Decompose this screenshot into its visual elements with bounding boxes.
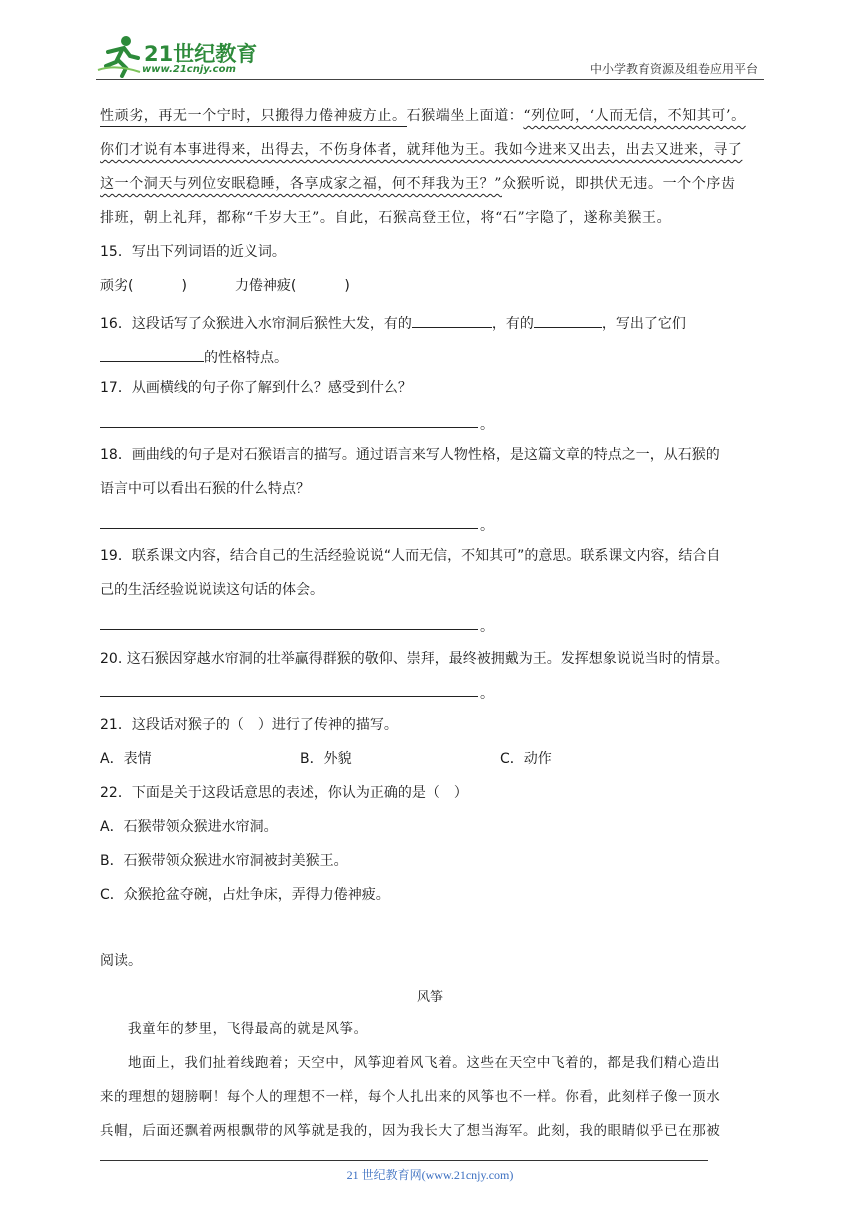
q17-answer-line[interactable] — [100, 427, 478, 428]
q20-answer-line[interactable] — [100, 696, 478, 697]
q15-item-a: 顽劣( — [100, 278, 134, 294]
q16-blank-2[interactable] — [534, 311, 602, 328]
wavy-underlined-speech: 这一个洞天与列位安眠稳睡，各享成家之福，何不拜我为王？” — [100, 176, 502, 192]
q21-option-a[interactable]: A．表情 — [100, 751, 152, 767]
question-17: 17．从画横线的句子你了解到什么？感受到什么？ — [100, 380, 412, 396]
question-18-line-1: 18．画曲线的句子是对石猴语言的描写。通过语言来写人物性格，是这篇文章的特点之一，从石猴的 — [100, 447, 720, 463]
logo-text: 21世纪教育 — [144, 42, 258, 66]
wavy-underlined-speech: “列位呵，‘人而无信，不知其可’。 — [523, 108, 746, 124]
q22-option-a[interactable]: A．石猴带领众猴进水帘洞。 — [100, 819, 278, 835]
question-21: 21．这段话对猴子的（ ）进行了传神的描写。 — [100, 717, 398, 733]
question-22: 22．下面是关于这段话意思的表述，你认为正确的是（ ） — [100, 785, 468, 801]
q19-answer-line[interactable] — [100, 629, 478, 630]
question-19-line-1: 19．联系课文内容，结合自己的生活经验说说“人而无信，不知其可”的意思。联系课文内容，结合自 — [100, 548, 721, 564]
passage-line-3 — [100, 175, 736, 193]
q22-option-b[interactable]: B．石猴带领众猴进水帘洞被封美猴王。 — [100, 853, 348, 869]
q18-answer-line[interactable] — [100, 528, 478, 529]
q16-blank-3[interactable] — [100, 345, 204, 362]
question-18-line-2: 语言中可以看出石猴的什么特点？ — [100, 481, 310, 497]
header-divider — [96, 79, 764, 80]
q19-period: 。 — [480, 619, 494, 635]
passage-text: 众猴听说，即拱伏无违。一个个序齿 — [501, 176, 736, 192]
q15-item-b-end: ) — [344, 278, 350, 294]
page-header — [96, 34, 762, 80]
passage-line-4 — [100, 209, 671, 227]
q21-option-b[interactable]: B．外貌 — [300, 751, 352, 767]
passage-line-2 — [100, 141, 742, 159]
footer-link[interactable]: 21 世纪教育网(www.21cnjy.com) — [346, 1168, 514, 1182]
underlined-sentence: 性顽劣，再无一个宁时，只搬得力倦神疲方止。 — [100, 108, 407, 127]
question-20: 20. 这石猴因穿越水帘洞的壮举赢得群猴的敬仰、崇拜，最终被拥戴为王。发挥想象说说当时的情景。 — [100, 651, 729, 667]
question-16-line-2 — [100, 345, 288, 367]
q15-item-a-end: ) — [181, 278, 187, 294]
reading-paragraph-2-line-2: 来的理想的翅膀啊！每个人的理想不一样，每个人扎出来的风筝也不一样。你看，此刻样子像一顶水 — [100, 1089, 721, 1105]
wavy-underlined-speech: 你们才说有本事进得来，出得去，不伤身体者，就拜他为王。我如今进来又出去，出去又进来，寻了 — [100, 142, 743, 158]
q20-period: 。 — [480, 686, 494, 702]
question-16-line-1 — [100, 311, 686, 333]
reading-label: 阅读。 — [100, 953, 142, 969]
q16-blank-1[interactable] — [412, 311, 492, 328]
q16-text-b: ，有的 — [491, 316, 534, 332]
reading-paragraph-1: 我童年的梦里，飞得最高的就是风筝。 — [128, 1021, 368, 1037]
question-15: 15．写出下列词语的近义词。 — [100, 244, 286, 260]
question-15-items — [100, 277, 350, 295]
q16-text-a: 16．这段话写了众猴进入水帘洞后猴性大发，有的 — [100, 316, 412, 332]
passage-text: 排班，朝上礼拜，都称“千岁大王”。自此，石猴高登王位，将“石”字隐了，遂称美猴王。 — [100, 210, 672, 226]
q15-item-b: 力倦神疲( — [234, 278, 297, 294]
q16-text-c: ，写出了它们 — [601, 316, 686, 332]
reading-title: 风筝 — [416, 990, 443, 1005]
q21-option-c[interactable]: C．动作 — [500, 751, 552, 767]
footer-divider — [100, 1160, 708, 1161]
header-platform-name: 中小学教育资源及组卷应用平台 — [589, 62, 758, 76]
reading-paragraph-2-line-1: 地面上，我们扯着线跑着；天空中，风筝迎着风飞着。这些在天空中飞着的，都是我们精心造出 — [128, 1055, 721, 1071]
q18-period: 。 — [480, 518, 494, 534]
logo-url: www.21cnjy.com — [142, 64, 236, 75]
runner-logo-icon — [96, 34, 142, 78]
q22-option-c[interactable]: C．众猴抢盆夺碗，占灶争床，弄得力倦神疲。 — [100, 887, 390, 903]
q17-period: 。 — [480, 417, 494, 433]
passage-line-1 — [100, 107, 746, 125]
site-logo[interactable] — [96, 34, 266, 78]
reading-paragraph-2-line-3: 兵帽，后面还飘着两根飘带的风筝就是我的，因为我长大了想当海军。此刻，我的眼睛似乎已在那被 — [100, 1123, 721, 1139]
passage-text: 石猴端坐上面道： — [406, 108, 524, 124]
question-19-line-2: 己的生活经验说说读这句话的体会。 — [100, 582, 324, 598]
q16-text-d: 的性格特点。 — [204, 350, 288, 366]
